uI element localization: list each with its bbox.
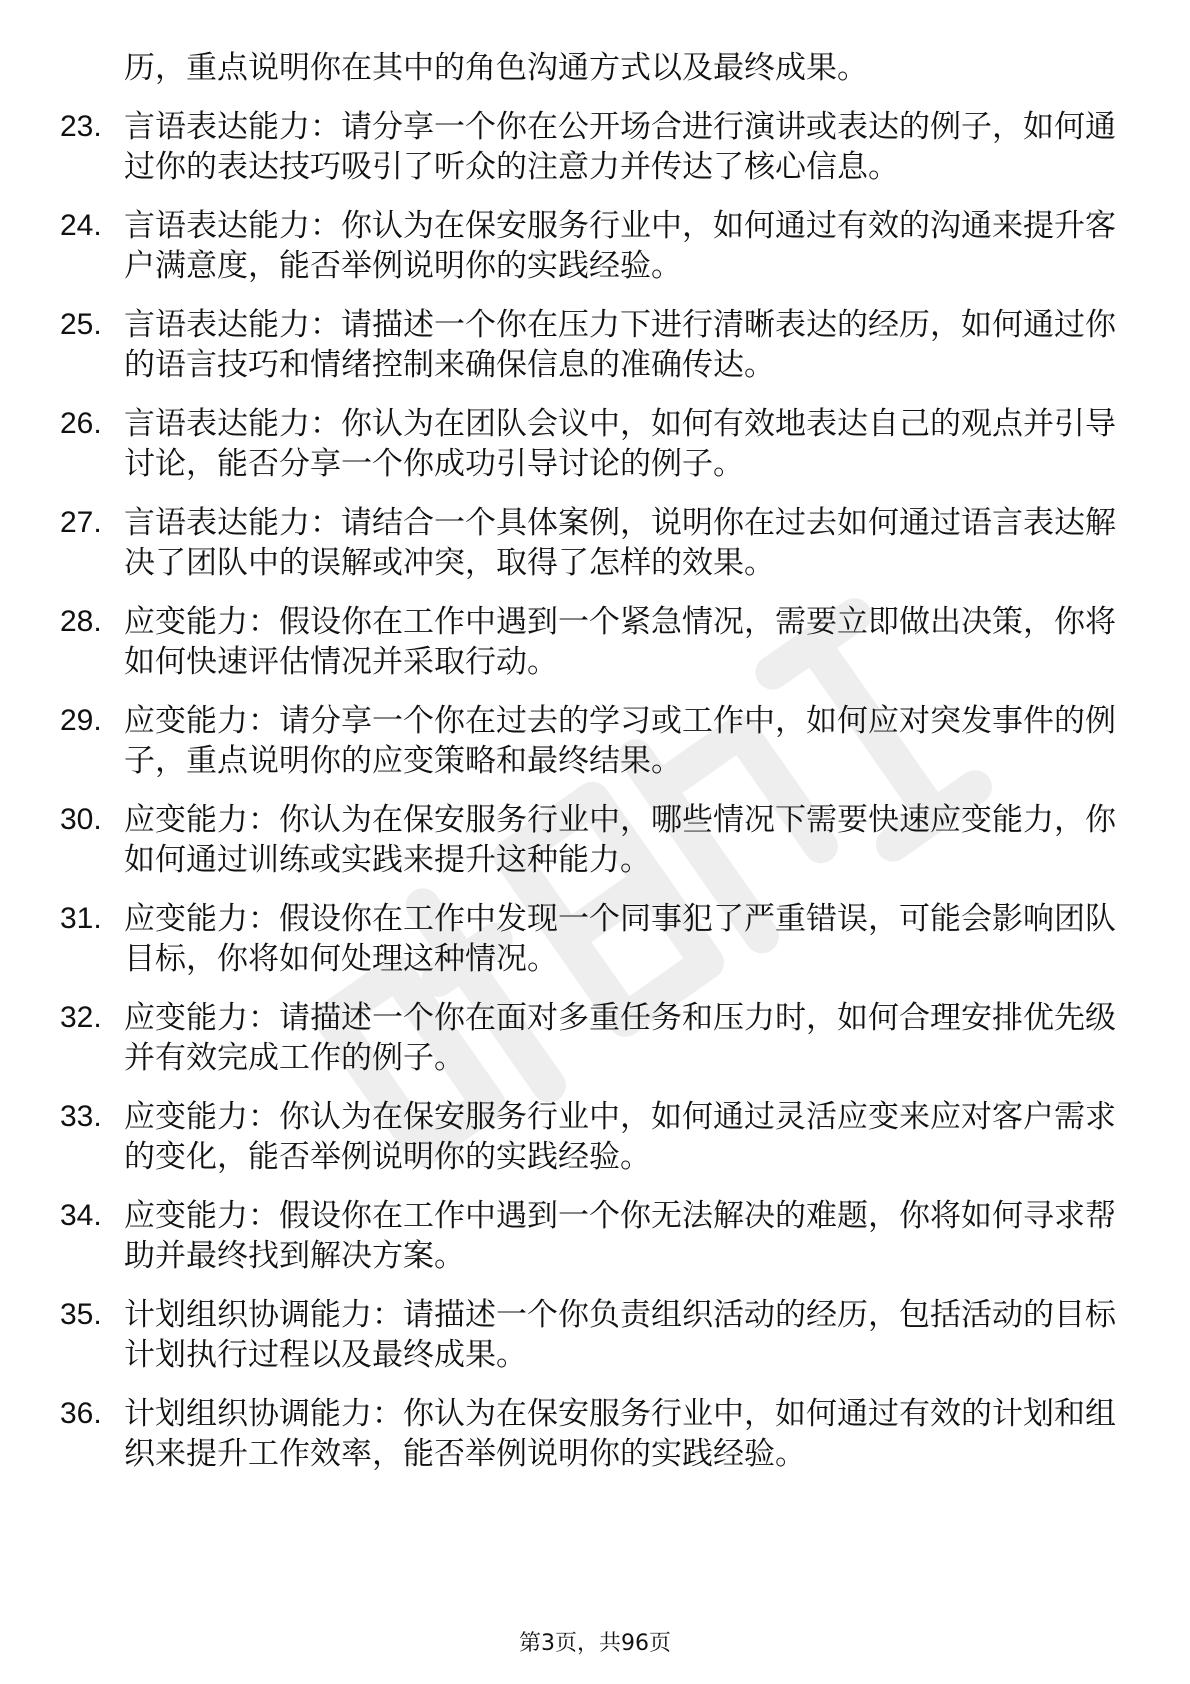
question-number: 33. [60,1100,102,1133]
question-item [60,404,1120,484]
question-item [60,701,1120,781]
question-text: 言语表达能力：请结合一个具体案例，说明你在过去如何通过语言表达解决了团队中的误解或冲突，取得了怎样的效果。 [124,505,1116,581]
question-item [60,899,1120,979]
question-number: 32. [60,1001,102,1034]
question-number: 24. [60,209,102,242]
document-body [60,48,1120,1493]
question-item [60,800,1120,880]
question-number: 28. [60,605,102,638]
question-number: 36. [60,1397,102,1430]
question-text: 言语表达能力：请描述一个你在压力下进行清晰表达的经历，如何通过你的语言技巧和情绪控制来确保信息的准确传达。 [124,307,1116,383]
question-number: 27. [60,506,102,539]
question-item [60,503,1120,583]
question-item [60,998,1120,1078]
question-text: 应变能力：请描述一个你在面对多重任务和压力时，如何合理安排优先级并有效完成工作的例子。 [124,1000,1116,1076]
question-text: 应变能力：假设你在工作中发现一个同事犯了严重错误，可能会影响团队目标，你将如何处理这种情况。 [124,901,1116,977]
question-text: 应变能力：假设你在工作中遇到一个你无法解决的难题，你将如何寻求帮助并最终找到解决方案。 [124,1198,1116,1274]
question-number: 35. [60,1298,102,1331]
question-number: 30. [60,803,102,836]
question-number: 23. [60,110,102,143]
question-text: 计划组织协调能力：你认为在保安服务行业中，如何通过有效的计划和组织来提升工作效率，能否举例说明你的实践经验。 [124,1396,1116,1472]
question-text: 应变能力：你认为在保安服务行业中，哪些情况下需要快速应变能力，你如何通过训练或实践来提升这种能力。 [124,802,1116,878]
question-item [60,1295,1120,1375]
question-text: 计划组织协调能力：请描述一个你负责组织活动的经历，包括活动的目标计划执行过程以及最终成果。 [124,1297,1116,1373]
question-number: 26. [60,407,102,440]
question-list [60,107,1120,1474]
question-text: 言语表达能力：请分享一个你在公开场合进行演讲或表达的例子，如何通过你的表达技巧吸引了听众的注意力并传达了核心信息。 [124,109,1116,185]
question-text: 言语表达能力：你认为在保安服务行业中，如何通过有效的沟通来提升客户满意度，能否举例说明你的实践经验。 [124,208,1116,284]
question-item [60,602,1120,682]
question-item [60,107,1120,187]
question-item [60,1097,1120,1177]
page-number-footer: 第3页，共96页 [519,1631,671,1656]
question-number: 29. [60,704,102,737]
question-number: 34. [60,1199,102,1232]
question-text: 应变能力：你认为在保安服务行业中，如何通过灵活应变来应对客户需求的变化，能否举例说明你的实践经验。 [124,1099,1116,1175]
question-text: 言语表达能力：你认为在团队会议中，如何有效地表达自己的观点并引导讨论，能否分享一个你成功引导讨论的例子。 [124,406,1116,482]
question-text: 应变能力：请分享一个你在过去的学习或工作中，如何应对突发事件的例子，重点说明你的应变策略和最终结果。 [124,703,1116,779]
question-item [60,1196,1120,1276]
question-item [60,1394,1120,1474]
question-number: 25. [60,308,102,341]
question-number: 31. [60,902,102,935]
question-item [60,206,1120,286]
question-item [60,305,1120,385]
continuation-paragraph: 历，重点说明你在其中的角色沟通方式以及最终成果。 [124,50,868,86]
question-text: 应变能力：假设你在工作中遇到一个紧急情况，需要立即做出决策，你将如何快速评估情况并采取行动。 [124,604,1116,680]
